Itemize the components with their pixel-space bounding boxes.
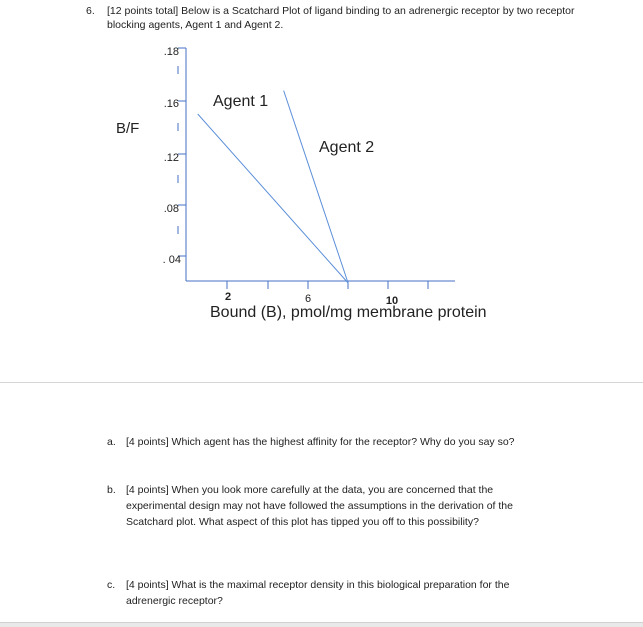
part-b-label: b. xyxy=(107,484,116,496)
page-bottom-divider xyxy=(0,622,643,627)
part-c-text: [4 points] What is the maximal receptor density in this biological preparation for the adrenergic receptor? xyxy=(126,579,510,607)
x-axis-title: Bound (B), pmol/mg membrane protein xyxy=(210,304,487,321)
y-tick-label: .08 xyxy=(163,203,179,215)
part-a-label: a. xyxy=(107,436,116,448)
agent-1-label: Agent 1 xyxy=(213,93,269,110)
y-axis-title: B/F xyxy=(116,120,140,137)
x-axis-ticks xyxy=(227,281,428,289)
part-a-text: [4 points] Which agent has the highest affinity for the receptor? Why do you say so? xyxy=(126,436,515,448)
question-number: 6. xyxy=(86,5,95,17)
y-tick-label: .18 xyxy=(163,46,179,58)
question-text: [12 points total] Below is a Scatchard Plot of ligand binding to an adrenergic receptor by two receptor blocking agents, Agent 1 and Agent 2. xyxy=(107,5,575,31)
part-b-text: [4 points] When you look more carefully at the data, you are concerned that the experimental design may not have followed the assumptions in the derivation of the Scatchard plot. What aspect of this plot has tipped you off to this possibility? xyxy=(126,484,513,528)
x-tick-label: 10 xyxy=(385,295,399,307)
agent-2-line xyxy=(284,91,348,283)
part-c-label: c. xyxy=(107,579,116,591)
y-tick-label: . 04 xyxy=(162,254,181,266)
agent-2-label: Agent 2 xyxy=(319,139,375,156)
x-tick-label: 6 xyxy=(304,293,312,305)
section-divider xyxy=(0,382,643,383)
x-tick-label: 2 xyxy=(224,291,232,303)
y-tick-label: .12 xyxy=(163,152,179,164)
y-tick-label: .16 xyxy=(163,98,179,110)
y-axis-ticks xyxy=(178,48,186,256)
